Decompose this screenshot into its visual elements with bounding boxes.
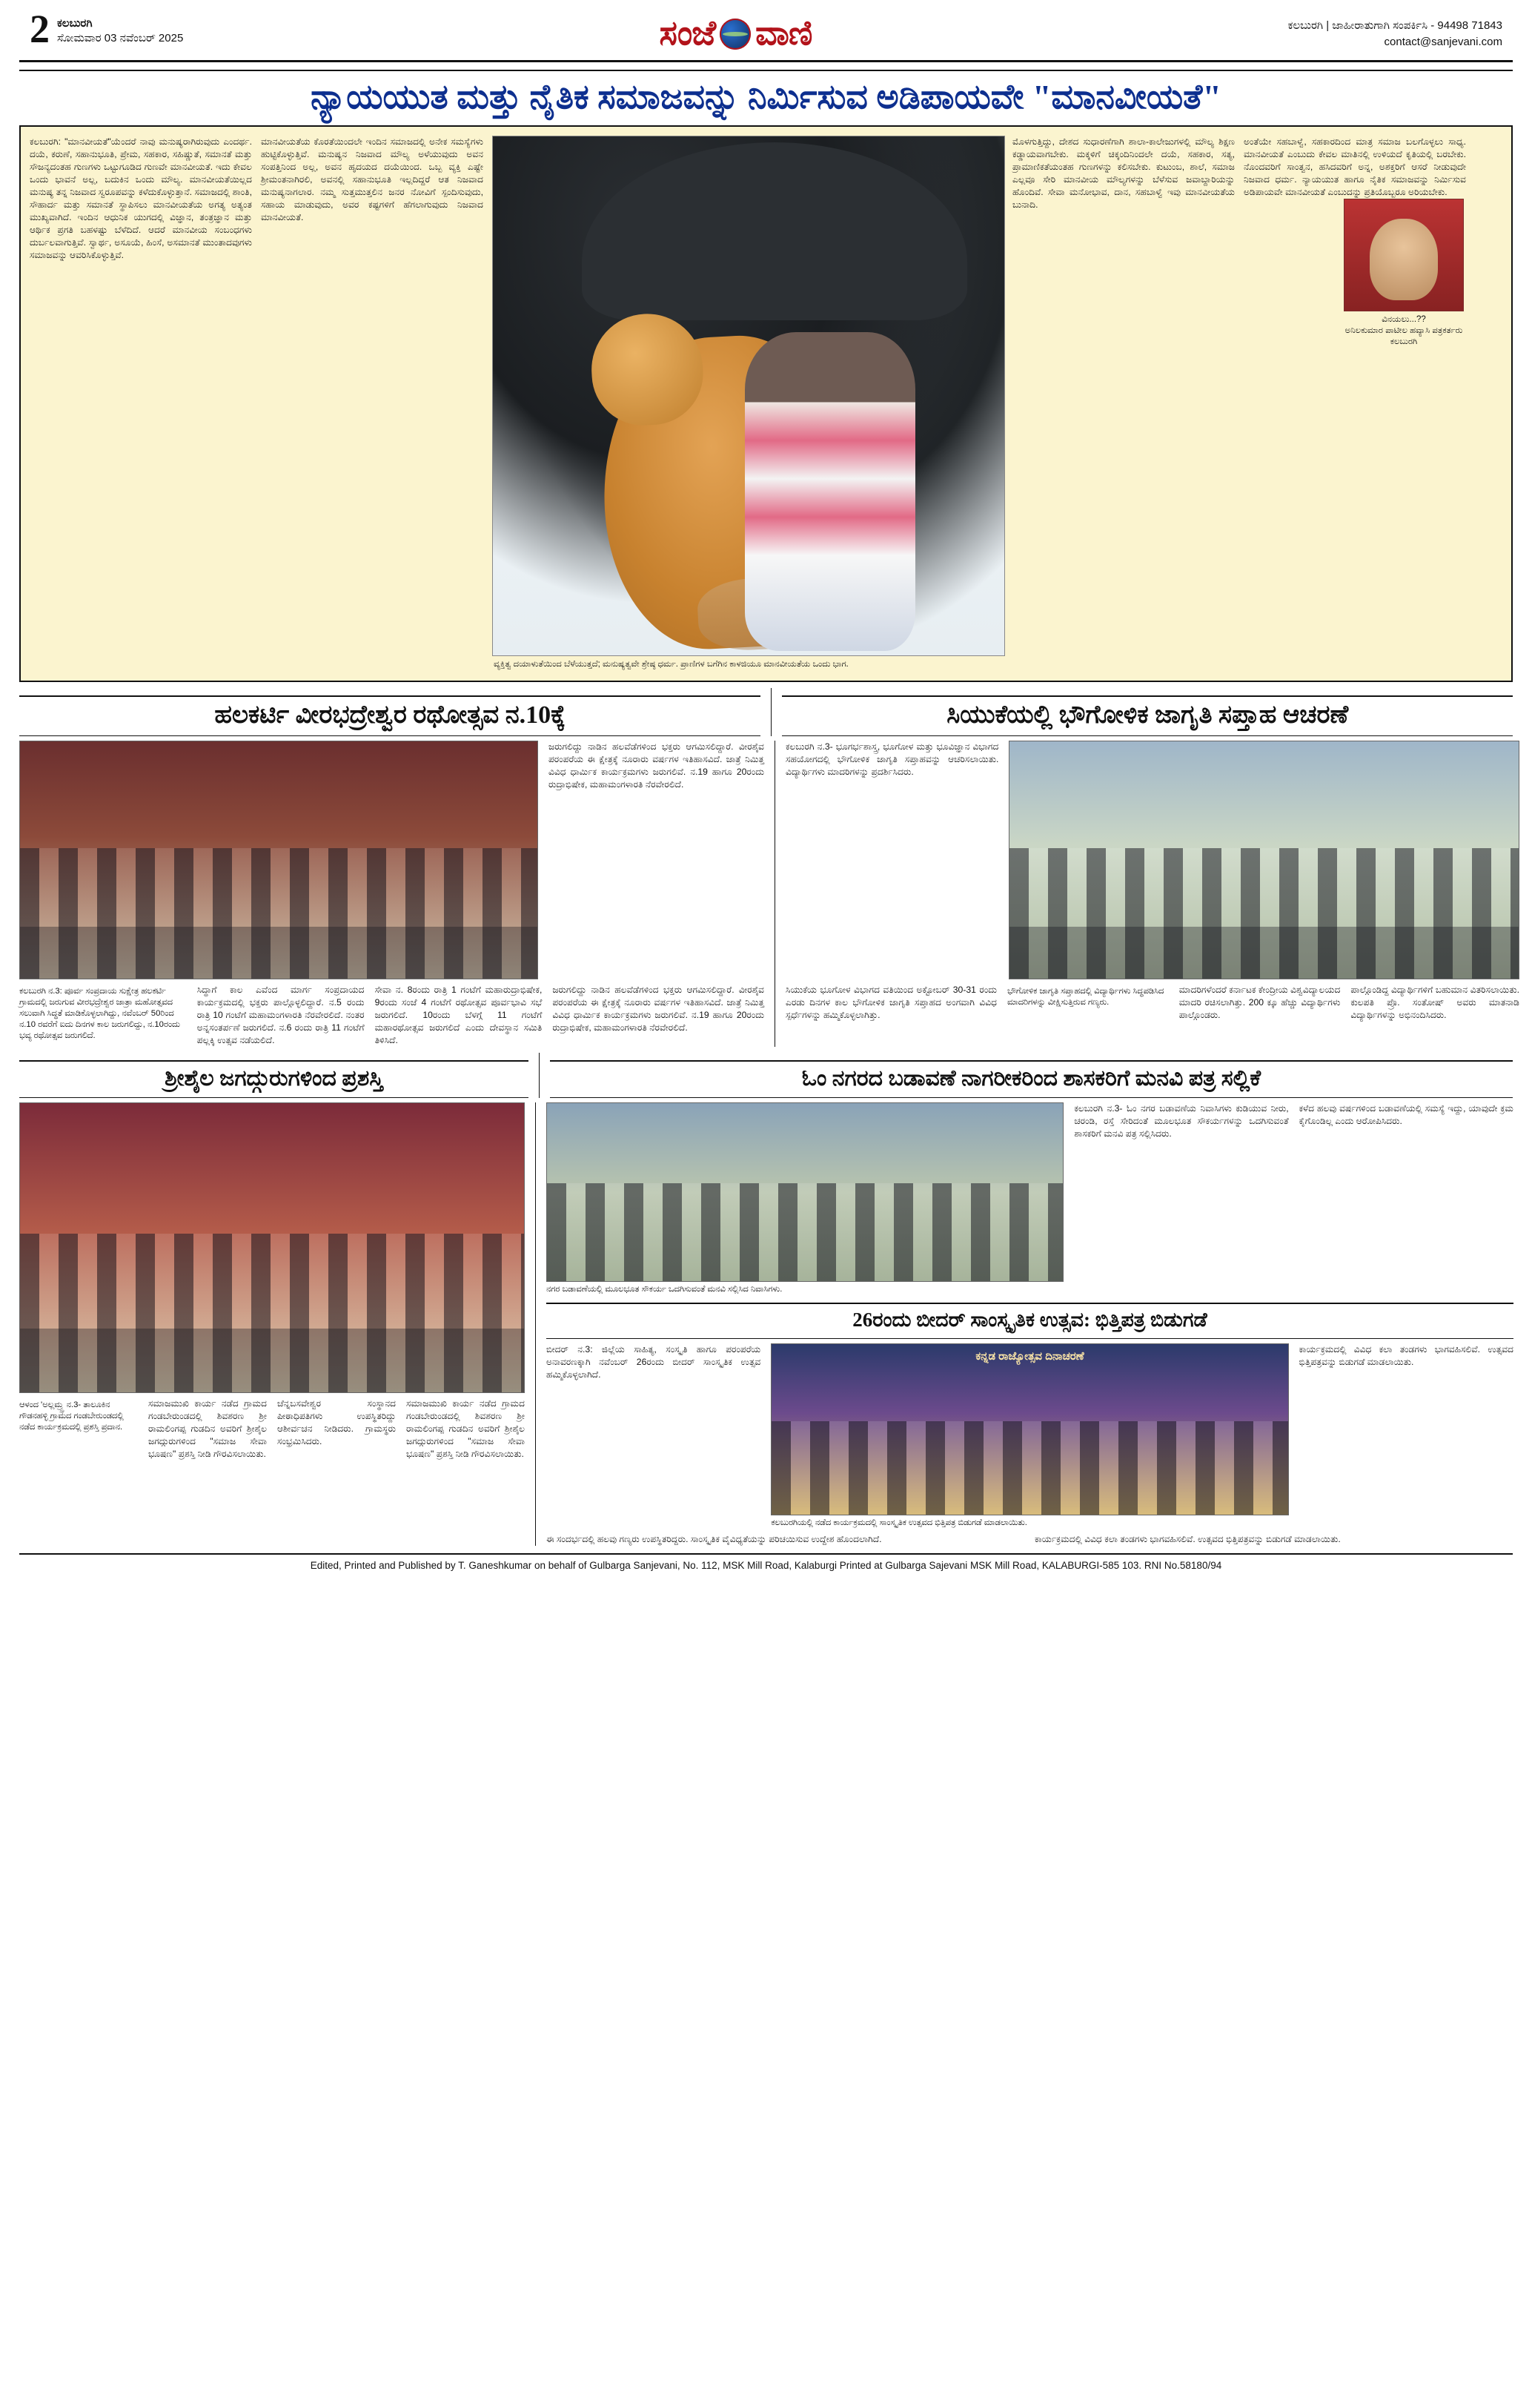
story6-column-3: ಈ ಸಂದರ್ಭದಲ್ಲಿ ಹಲವು ಗಣ್ಯರು ಉಪಸ್ಥಿತರಿದ್ದರು. ಸಾಂಸ್ಕೃತಿಕ ವೈವಿಧ್ಯತೆಯನ್ನು ಪರಿಚಯಿಸುವ ಉದ್ದೇಶ ಹೊಂದಲಾಗಿದೆ. (546, 1534, 882, 1544)
story3-column-1: ಕಲಬುರಗಿ ನ.3- ಭೂಗರ್ಭಶಾಸ್ತ್ರ, ಭೂಗೋಳ ಮತ್ತು ಭೂವಿಜ್ಞಾನ ವಿಭಾಗದ ಸಹಯೋಗದಲ್ಲಿ ಭೌಗೋಳಿಕ ಜಾಗೃತಿ ಸಪ್ತಾಹವನ್ನು ಆಚರಿಸಲಾಯಿತು. ವಿದ್ಯಾರ್ಥಿಗಳು ಮಾದರಿಗಳನ್ನು ಪ್ರದರ್ಶಿಸಿದರು. (786, 741, 999, 777)
story2-photo (19, 741, 538, 979)
story4-column-3: ಸಮಾಜಮುಖಿ ಕಾರ್ಯ ನಡೆದ ಗ್ರಾಮದ ಗಂಡಬೇರುಂಡದಲ್ಲಿ ಶಿವಶರಣ ಶ್ರೀ ರಾಮಲಿಂಗಪ್ಪ ಗುಡದಿನ ಅವರಿಗೆ ಶ್ರೀಶೈಲ ಜಗದ್ಗುರುಗಳಿಂದ "ಸಮಾಜ ಸೇವಾ ಭೂಷಣ" ಪ್ರಶಸ್ತಿ ನೀಡಿ ಗೌರವಿಸಲಾಯಿತು. (406, 1398, 525, 1459)
story4-headline: ಶ್ರೀಶೈಲ ಜಗದ್ಗುರುಗಳಿಂದ ಪ್ರಶಸ್ತಿ (19, 1060, 528, 1098)
logo-text-right: ವಾಣಿ (755, 14, 812, 52)
story5-column-2: ಕಳೆದ ಹಲವು ವರ್ಷಗಳಿಂದ ಬಡಾವಣೆಯಲ್ಲಿ ಸಮಸ್ಯೆ ಇದ್ದು, ಯಾವುದೇ ಕ್ರಮ ಕೈಗೊಂಡಿಲ್ಲ ಎಂದು ಆರೋಪಿಸಿದರು. (1299, 1103, 1513, 1126)
story5-photo (546, 1102, 1064, 1282)
story2-column-3: ಸೇವಾ ನ. 8ರಂದು ರಾತ್ರಿ 1 ಗಂಟೆಗೆ ಮಹಾರುದ್ರಾಭಿಷೇಕ, 9ರಂದು ಸಂಜೆ 4 ಗಂಟೆಗೆ ರಥೋತ್ಸವ ಪೂರ್ವಭಾವಿ ಸಭೆ ಜರುಗಲಿದೆ. 10ರಂದು ಬೆಳಗ್ಗೆ 11 ಗಂಟೆಗೆ ಮಹಾರಥೋತ್ಸವ ಜರುಗಲಿದೆ ಎಂದು ದೇವಸ್ಥಾನ ಸಮಿತಿ ತಿಳಿಸಿದೆ. (374, 985, 543, 1045)
story4-photo-caption: ಆಳಂದ 'ಅಲ್ಲಮ್ರ್ಪ್ರ ನ.3- ತಾಲೂಕಿನ ಗೌಡನಹಳ್ಳಿ ಗ್ರಾಮದ ಗಂಡಬೇರುಂಡದಲ್ಲಿ ನಡೆದ ಕಾರ್ಯಕ್ರಮದಲ್ಲಿ ಪ್ರಶಸ್ತಿ ಪ್ರದಾನ. (19, 1400, 124, 1432)
girl-shape (745, 332, 915, 651)
lead-column-1: ಕಲಬುರಗಿ: "ಮಾನವೀಯತೆ"ಯೆಂದರೆ ನಾವು ಮನುಷ್ಯರಾಗಿರುವುದು ಎಂದರ್ಥ. ದಯೆ, ಕರುಣೆ, ಸಹಾನುಭೂತಿ, ಪ್ರೇಮ, ಸಹಕಾರ, ಸಹಿಷ್ಣುತೆ, ಸಮಾನತೆ ಮತ್ತು ಸೌಜನ್ಯದಂತಹ ಗುಣಗಳು ಒಟ್ಟುಗೂಡಿದ ಗುಣವೇ ಮಾನವೀಯತೆ. ಇದು ಕೇವಲ ಒಂದು ಭಾವನೆ ಅಲ್ಲ, ಬದುಕಿನ ಒಂದು ಮೌಲ್ಯ. ಮಾನವೀಯತೆಯಿಲ್ಲದ ಮನುಷ್ಯ ತನ್ನ ನಿಜವಾದ ಸ್ವರೂಪವನ್ನು ಕಳೆದುಕೊಳ್ಳುತ್ತಾನೆ. ಸಮಾಜದಲ್ಲಿ ಶಾಂತಿ, ಸೌಹಾರ್ದ ಮತ್ತು ಸಮಾನತೆ ಸ್ಥಾಪಿಸಲು ಮಾನವೀಯತೆಯ ಅಗತ್ಯ ಅತ್ಯಂತ ಮುಖ್ಯವಾಗಿದೆ. ಇಂದಿನ ಆಧುನಿಕ ಯುಗದಲ್ಲಿ ವಿಜ್ಞಾನ, ತಂತ್ರಜ್ಞಾನ ಮತ್ತು ಆರ್ಥಿಕ ಪ್ರಗತಿ ಬಹಳಷ್ಟು ಬೆಳೆದಿದೆ. ಆದರೆ ಮಾನವೀಯ ಸಂಬಂಧಗಳು ದುರ್ಬಲವಾಗುತ್ತಿವೆ. ಸ್ವಾರ್ಥ, ಅಸೂಯೆ, ಹಿಂಸೆ, ಅಸಮಾನತೆ ಮುಂತಾದವುಗಳು ಸಮಾಜವನ್ನು ಆವರಿಸಿಕೊಳ್ಳುತ್ತಿವೆ. (30, 136, 252, 260)
story4-photo (19, 1102, 525, 1393)
ad-contact: ಕಲಬುರಗಿ | ಜಾಹೀರಾತುಗಾಗಿ ಸಂಪರ್ಕಿಸಿ - 94498 71843 (1287, 19, 1502, 32)
lead-story (19, 127, 1513, 682)
story5-headline: ಓಂ ನಗರದ ಬಡಾವಣೆ ನಾಗರೀಕರಿಂದ ಶಾಸಕರಿಗೆ ಮನವಿ ಪತ್ರ ಸಲ್ಲಿಕೆ (550, 1060, 1513, 1098)
story6-photo-caption: ಕಲಬುರಗಿಯಲ್ಲಿ ನಡೆದ ಕಾರ್ಯಕ್ರಮದಲ್ಲಿ ಸಾಂಸ್ಕೃತಿಕ ಉತ್ಸವದ ಭಿತ್ತಿಪತ್ರ ಬಿಡುಗಡೆ ಮಾಡಲಾಯಿತು. (771, 1518, 1027, 1527)
umbrella-shape (582, 142, 967, 320)
story6-photo (771, 1343, 1288, 1515)
story6-column-2: ಕಾರ್ಯಕ್ರಮದಲ್ಲಿ ವಿವಿಧ ಕಲಾ ತಂಡಗಳು ಭಾಗವಹಿಸಲಿವೆ. ಉತ್ಸವದ ಭಿತ್ತಿಪತ್ರವನ್ನು ಬಿಡುಗಡೆ ಮಾಡಲಾಯಿತು. (1299, 1344, 1513, 1367)
lead-photo (492, 136, 1005, 656)
lead-column-4: ಅಂತೆಯೇ ಸಹಬಾಳ್ವೆ, ಸಹಕಾರದಿಂದ ಮಾತ್ರ ಸಮಾಜ ಬಲಗೊಳ್ಳಲು ಸಾಧ್ಯ. ಮಾನವೀಯತೆ ಎಂಬುದು ಕೇವಲ ಮಾತಿನಲ್ಲಿ ಉಳಿಯದೆ ಕೃತಿಯಲ್ಲಿ ಬರಬೇಕು. ನೊಂದವರಿಗೆ ಸಾಂತ್ವನ, ಹಸಿದವರಿಗೆ ಅನ್ನ, ಅಶಕ್ತರಿಗೆ ಆಸರೆ ನೀಡುವುದೇ ನಿಜವಾದ ಧರ್ಮ. ನ್ಯಾಯಯುತ ಹಾಗೂ ನೈತಿಕ ಸಮಾಜವನ್ನು ನಿರ್ಮಿಸುವ ಅಡಿಪಾಯವೇ ಮಾನವೀಯತೆ ಎಂಬುದನ್ನು ಪ್ರತಿಯೊಬ್ಬರೂ ಅರಿಯಬೇಕು. (1244, 136, 1466, 197)
masthead (19, 0, 1513, 62)
author-name: ವಿನಯಲು...?? (1382, 315, 1426, 324)
story3-photo-caption: ಭೌಗೋಳಿಕ ಜಾಗೃತಿ ಸಪ್ತಾಹದಲ್ಲಿ ವಿದ್ಯಾರ್ಥಿಗಳು ಸಿದ್ಧಪಡಿಸಿದ ಮಾದರಿಗಳನ್ನು ವೀಕ್ಷಿಸುತ್ತಿರುವ ಗಣ್ಯರು. (1007, 987, 1164, 1007)
story3-column-2: ಸಿಯುಕೆಯ ಭೂಗೋಳ ವಿಭಾಗದ ವತಿಯಿಂದ ಅಕ್ಟೋಬರ್ 30-31 ರಂದು ಎರಡು ದಿನಗಳ ಕಾಲ ಭೌಗೋಳಿಕ ಜಾಗೃತಿ ಸಪ್ತಾಹದ ಅಂಗವಾಗಿ ವಿವಿಧ ಸ್ಪರ್ಧೆಗಳನ್ನು ಹಮ್ಮಿಕೊಳ್ಳಲಾಗಿತ್ತು. (786, 985, 997, 1020)
story2-headline: ಹಲಕರ್ಟಿ ವೀರಭದ್ರೇಶ್ವರ ರಥೋತ್ಸವ ನ.10ಕ್ಕೆ (19, 695, 760, 736)
masthead-right (1288, 13, 1502, 50)
story4-column-2: ಚೆನ್ನಬಸವೇಶ್ವರ ಸಂಸ್ಥಾನದ ಪೀಠಾಧಿಪತಿಗಳು ಉಪಸ್ಥಿತರಿದ್ದು ಆಶೀರ್ವಚನ ನೀಡಿದರು. ಗ್ರಾಮಸ್ಥರು ಸಂಭ್ರಮಿಸಿದರು. (277, 1398, 396, 1446)
page-footer: Edited, Printed and Published by T. Ganeshkumar on behalf of Gulbarga Sanjevani, No. 112, MSK Mill Road, Kalaburgi Printed at Gulbarga Sajevani MSK Mill Road, KALABURGI-585 103. RNI No.58180/94 (19, 1553, 1513, 1574)
author-photo (1344, 199, 1464, 311)
author-description: ಅನಿಲಕುಮಾರ ಪಾಟೀಲ ಹವ್ಯಾಸಿ ಪತ್ರಕರ್ತರು ಕಲಬುರಗಿ (1344, 326, 1463, 346)
email-contact: contact@sanjevani.com (1384, 36, 1502, 48)
lead-headline-text: ನ್ಯಾಯಯುತ ಮತ್ತು ನೈತಿಕ ಸಮಾಜವನ್ನು ನಿರ್ಮಿಸುವ ಅಡಿಪಾಯವೇ "ಮಾನವೀಯತೆ" (311, 78, 1221, 116)
author-block (1342, 199, 1466, 348)
story3-headline: ಸಿಯುಕೆಯಲ್ಲಿ ಭೌಗೋಳಿಕ ಜಾಗೃತಿ ಸಪ್ತಾಹ ಆಚರಣೆ (782, 695, 1513, 736)
story2-column-2: ಸಿದ್ಧಾಗೆ ಕಾಲ ಎವೆಂದ ಮಾರ್ಗ ಸಂಪ್ರದಾಯದ ಕಾರ್ಯಕ್ರಮದಲ್ಲಿ ಭಕ್ತರು ಪಾಲ್ಗೊಳ್ಳಲಿದ್ದಾರೆ. ನ.5 ರಂದು ರಾತ್ರಿ 10 ಗಂಟೆಗೆ ಮಹಾಮಂಗಳಾರತಿ ನೆರವೇರಲಿದೆ. ನಂತರ ಅನ್ನಸಂತರ್ಪಣೆ ಜರುಗಲಿದೆ. ನ.6 ರಂದು ರಾತ್ರಿ 11 ಗಂಟೆಗೆ ಪಲ್ಲಕ್ಕಿ ಉತ್ಸವ ನಡೆಯಲಿದೆ. (196, 985, 365, 1045)
masthead-logo (183, 13, 1287, 54)
story6-column-1: ಬೀದರ್ ನ.3: ಜಿಲ್ಲೆಯ ಸಾಹಿತ್ಯ, ಸಂಸ್ಕೃತಿ ಹಾಗೂ ಪರಂಪರೆಯ ಅನಾವರಣಕ್ಕಾಗಿ ನವೆಂಬರ್ 26ರಂದು ಬೀದರ್ ಸಾಂಸ್ಕೃತಿಕ ಉತ್ಸವ ಹಮ್ಮಿಕೊಳ್ಳಲಾಗಿದೆ. (546, 1344, 761, 1380)
masthead-city: ಕಲಬುರಗಿ (57, 17, 93, 30)
story6-column-4: ಕಾರ್ಯಕ್ರಮದಲ್ಲಿ ವಿವಿಧ ಕಲಾ ತಂಡಗಳು ಭಾಗವಹಿಸಲಿವೆ. ಉತ್ಸವದ ಭಿತ್ತಿಪತ್ರವನ್ನು ಬಿಡುಗಡೆ ಮಾಡಲಾಯಿತು. (1035, 1534, 1341, 1544)
lead-column-4-wrap (1244, 136, 1466, 670)
globe-icon (720, 19, 751, 50)
story3-photo (1009, 741, 1519, 979)
lead-column-3-wrap (1012, 136, 1235, 670)
story6-headline: 26ರಂದು ಬೀದರ್ ಸಾಂಸ್ಕೃತಿಕ ಉತ್ಸವ: ಭಿತ್ತಿಪತ್ರ ಬಿಡುಗಡೆ (546, 1303, 1513, 1339)
lead-photo-caption: ವ್ಯಕ್ತಿತ್ವ ದಯಾಳುತೆಯಿಂದ ಬೆಳೆಯುತ್ತದೆ; ಮನುಷ್ಯತ್ವವೇ ಶ್ರೇಷ್ಠ ಧರ್ಮ. ಪ್ರಾಣಿಗಳ ಬಗೆಗಿನ ಕಾಳಜಿಯೂ ಮಾನವೀಯತೆಯ ಒಂದು ಭಾಗ. (494, 660, 849, 669)
lead-photo-wrap (492, 136, 1004, 670)
lead-headline (19, 70, 1513, 127)
story6-banner-text: ಕನ್ನಡ ರಾಜ್ಯೋತ್ಸವ ದಿನಾಚರಣೆ (975, 1350, 1084, 1363)
lead-column-3: ಮೊಳಗುತ್ತಿದ್ದು, ದೇಶದ ಸುಧಾರಣೆಗಾಗಿ ಶಾಲಾ-ಕಾಲೇಜುಗಳಲ್ಲಿ ಮೌಲ್ಯ ಶಿಕ್ಷಣ ಕಡ್ಡಾಯವಾಗಬೇಕು. ಮಕ್ಕಳಿಗೆ ಚಿಕ್ಕಂದಿನಿಂದಲೇ ದಯೆ, ಸಹಕಾರ, ಸತ್ಯ, ಪ್ರಾಮಾಣಿಕತೆಯಂತಹ ಗುಣಗಳನ್ನು ಕಲಿಸಬೇಕು. ಕುಟುಂಬ, ಶಾಲೆ, ಸಮಾಜ ಎಲ್ಲವೂ ಸೇರಿ ಮಾನವೀಯ ಮೌಲ್ಯಗಳನ್ನು ಬೆಳೆಸುವ ಜವಾಬ್ದಾರಿಯನ್ನು ಹೊಂದಿವೆ. ಸೇವಾ ಮನೋಭಾವ, ದಾನ, ಸಹಬಾಳ್ವೆ ಇವು ಮಾನವೀಯತೆಯ ಬುನಾದಿ. (1012, 136, 1235, 210)
story2-column-1: ಜರುಗಲಿದ್ದು ನಾಡಿನ ಹಲವೆಡೆಗಳಿಂದ ಭಕ್ತರು ಆಗಮಿಸಲಿದ್ದಾರೆ. ವೀರಶೈವ ಪರಂಪರೆಯ ಈ ಕ್ಷೇತ್ರಕ್ಕೆ ನೂರಾರು ವರ್ಷಗಳ ಇತಿಹಾಸವಿದೆ. ಜಾತ್ರೆ ನಿಮಿತ್ತ ವಿವಿಧ ಧಾರ್ಮಿಕ ಕಾರ್ಯಕ್ರಮಗಳು ಜರುಗಲಿವೆ. ನ.19 ಹಾಗೂ 20ರಂದು ರುದ್ರಾಭಿಷೇಕ, ಮಹಾಮಂಗಳಾರತಿ ನೆರವೇರಲಿದೆ. (548, 741, 764, 790)
story5-column-1: ಕಲಬುರಗಿ ನ.3- ಓಂ ನಗರ ಬಡಾವಣೆಯ ನಿವಾಸಿಗಳು ಕುಡಿಯುವ ನೀರು, ಚರಂಡಿ, ರಸ್ತೆ ಸೇರಿದಂತೆ ಮೂಲಭೂತ ಸೌಕರ್ಯಗಳನ್ನು ಒದಗಿಸುವಂತೆ ಶಾಸಕರಿಗೆ ಮನವಿ ಪತ್ರ ಸಲ್ಲಿಸಿದರು. (1074, 1103, 1289, 1139)
masthead-left (30, 7, 184, 51)
story2-column-4: ಜರುಗಲಿದ್ದು ನಾಡಿನ ಹಲವೆಡೆಗಳಿಂದ ಭಕ್ತರು ಆಗಮಿಸಲಿದ್ದಾರೆ. ವೀರಶೈವ ಪರಂಪರೆಯ ಈ ಕ್ಷೇತ್ರಕ್ಕೆ ನೂರಾರು ವರ್ಷಗಳ ಇತಿಹಾಸವಿದೆ. ಜಾತ್ರೆ ನಿಮಿತ್ತ ವಿವಿಧ ಧಾರ್ಮಿಕ ಕಾರ್ಯಕ್ರಮಗಳು ಜರುಗಲಿವೆ. ನ.19 ಹಾಗೂ 20ರಂದು ರುದ್ರಾಭಿಷೇಕ, ಮಹಾಮಂಗಳಾರತಿ ನೆರವೇರಲಿದೆ. (552, 985, 764, 1033)
masthead-date: ಸೋಮವಾರ 03 ನವೆಂಬರ್ 2025 (57, 32, 184, 44)
story3-column-3: ಮಾದರಿಗಳೆಂದರೆ ಕರ್ನಾಟಕ ಕೇಂದ್ರೀಯ ವಿಶ್ವವಿದ್ಯಾಲಯದ ಮಾದರಿ ರಚಿಸಲಾಗಿತ್ತು. 200 ಕ್ಕೂ ಹೆಚ್ಚು ವಿದ್ಯಾರ್ಥಿಗಳು ಪಾಲ್ಗೊಂಡರು. (1178, 985, 1341, 1020)
story4-column-1: ಸಮಾಜಮುಖಿ ಕಾರ್ಯ ನಡೆದ ಗ್ರಾಮದ ಗಂಡಬೇರುಂಡದಲ್ಲಿ ಶಿವಶರಣ ಶ್ರೀ ರಾಮಲಿಂಗಪ್ಪ ಗುಡದಿನ ಅವರಿಗೆ ಶ್ರೀಶೈಲ ಜಗದ್ಗುರುಗಳಿಂದ "ಸಮಾಜ ಸೇವಾ ಭೂಷಣ" ಪ್ರಶಸ್ತಿ ನೀಡಿ ಗೌರವಿಸಲಾಯಿತು. (148, 1398, 267, 1459)
lead-column-2: ಮಾನವೀಯತೆಯ ಕೊರತೆಯಿಂದಲೇ ಇಂದಿನ ಸಮಾಜದಲ್ಲಿ ಅನೇಕ ಸಮಸ್ಯೆಗಳು ಹುಟ್ಟಿಕೊಳ್ಳುತ್ತಿವೆ. ಮನುಷ್ಯನ ನಿಜವಾದ ಮೌಲ್ಯ ಅಳೆಯುವುದು ಅವನ ಸಂಪತ್ತಿನಿಂದ ಅಲ್ಲ, ಅವನ ಹೃದಯದ ದಯೆಯಿಂದ. ಒಬ್ಬ ವ್ಯಕ್ತಿ ಎಷ್ಟೇ ಶ್ರೀಮಂತನಾಗಿರಲಿ, ಅವನಲ್ಲಿ ಸಹಾನುಭೂತಿ ಇಲ್ಲದಿದ್ದರೆ ಆತ ನಿಜವಾದ ಮನುಷ್ಯನಾಗಲಾರ. ನಮ್ಮ ಸುತ್ತಮುತ್ತಲಿನ ಜನರ ನೋವಿಗೆ ಸ್ಪಂದಿಸುವುದು, ಸಹಾಯ ಮಾಡುವುದು, ಅವರ ಕಷ್ಟಗಳಿಗೆ ಹೆಗಲಾಗುವುದು ನಿಜವಾದ ಮಾನವೀಯತೆ. (261, 136, 483, 222)
story3-column-4: ಪಾಲ್ಗೊಂಡಿದ್ದ ವಿದ್ಯಾರ್ಥಿಗಳಿಗೆ ಬಹುಮಾನ ವಿತರಿಸಲಾಯಿತು. ಕುಲಪತಿ ಪ್ರೊ. ಸಂತೋಷ್ ಅವರು ಮಾತನಾಡಿ ವಿದ್ಯಾರ್ಥಿಗಳನ್ನು ಅಭಿನಂದಿಸಿದರು. (1350, 985, 1519, 1020)
logo-text-left: ಸಂಜೆ (659, 14, 716, 52)
page-number: 2 (30, 7, 50, 51)
story2-photo-caption: ಕಲಬುರಗಿ ನ.3: ಪೂರ್ವ ಸಂಪ್ರದಾಯ ಸುಕ್ಷೇತ್ರ ಹಲಕರ್ಟಿ ಗ್ರಾಮದಲ್ಲಿ ಜರುಗುವ ವೀರಭದ್ರೇಶ್ವರ ಜಾತ್ರಾ ಮಹೋತ್ಸವದ ಸಲುವಾಗಿ ಸಿದ್ಧತೆ ಮಾಡಿಕೊಳ್ಳಲಾಗಿದ್ದು, ನವೆಂಬರ್ 50ರಿಂದ ನ.10 ರವರೆಗೆ ಐದು ದಿನಗಳ ಕಾಲ ಜರುಗಲಿದ್ದು, ನ.10ರಂದು ಭವ್ಯ ರಥೋತ್ಸವ ಜರುಗಲಿದೆ. (19, 987, 180, 1040)
story5-photo-caption: ನಗರ ಬಡಾವಣೆಯಲ್ಲಿ ಮೂಲಭೂತ ಸೌಕರ್ಯ ಒದಗಿಸುವಂತೆ ಮನವಿ ಸಲ್ಲಿಸಿದ ನಿವಾಸಿಗಳು. (546, 1285, 783, 1294)
